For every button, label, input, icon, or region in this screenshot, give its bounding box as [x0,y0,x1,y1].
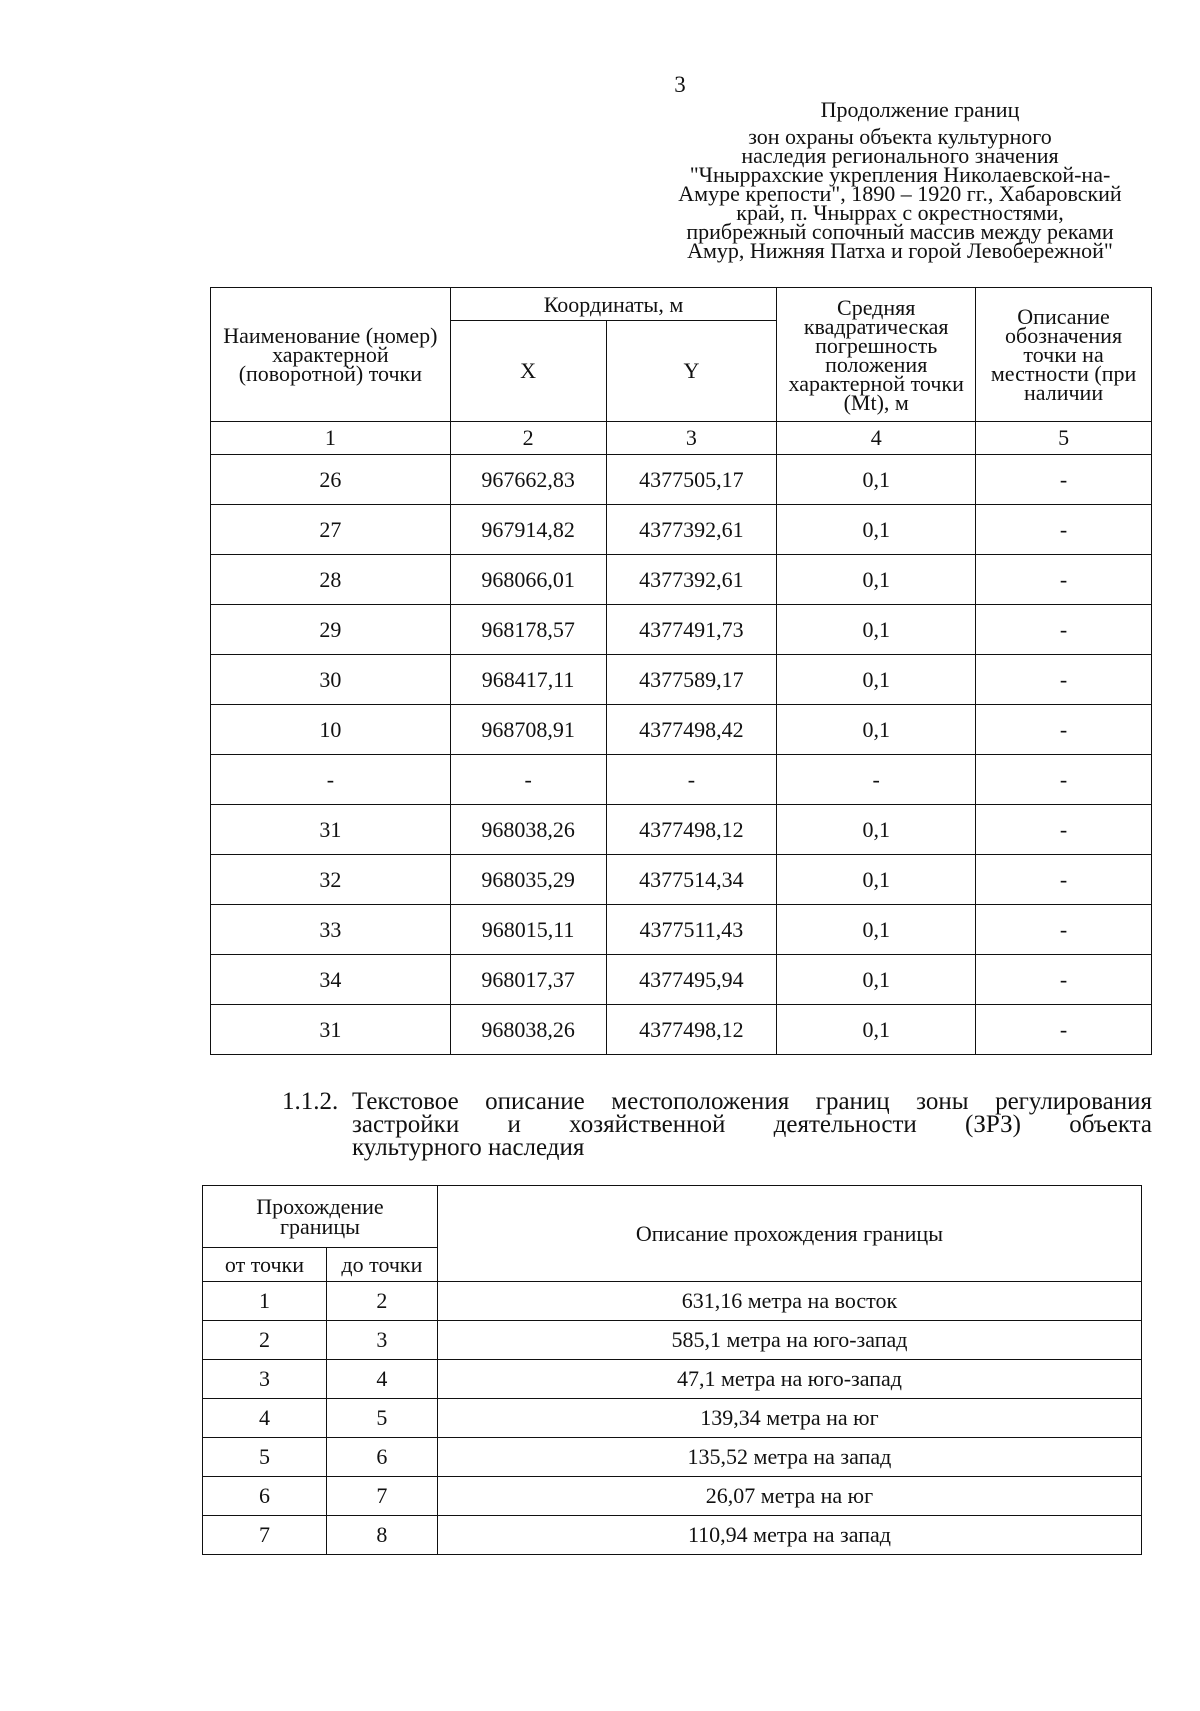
cell-x: 968178,57 [450,605,606,655]
header-x: X [450,321,606,422]
cell-point: 29 [211,605,451,655]
header-line: прибрежный сопочный массив между реками [686,219,1114,244]
cell-mt: 0,1 [777,805,976,855]
header-line: край, п. Чныррах с окрестностями, [736,200,1064,225]
cell-to: 5 [326,1399,437,1438]
column-number: 4 [777,422,976,455]
coordinates-table [210,287,1152,1055]
cell-y: 4377498,12 [606,805,777,855]
cell-point: 10 [211,705,451,755]
cell-y: 4377491,73 [606,605,777,655]
table-row [211,705,1152,755]
table-row [211,855,1152,905]
cell-description: - [976,705,1152,755]
cell-from: 4 [203,1399,327,1438]
cell-description: - [976,805,1152,855]
section-title-line: застройки и хозяйственной деятельности (ЗРЗ) объекта [352,1111,1152,1138]
cell-mt: 0,1 [777,505,976,555]
cell-point: 28 [211,555,451,605]
document-header [640,97,1160,263]
cell-from: 3 [203,1360,327,1399]
cell-passage: 26,07 метра на юг [437,1477,1141,1516]
header-line: наследия регионального значения [741,143,1059,168]
table-row [203,1438,1142,1477]
cell-mt: 0,1 [777,455,976,505]
header-line: Амур, Нижняя Патха и горой Левобережной" [687,238,1113,263]
cell-from: 6 [203,1477,327,1516]
cell-to: 3 [326,1321,437,1360]
cell-point: - [211,755,451,805]
cell-x: - [450,755,606,805]
cell-mt: 0,1 [777,905,976,955]
header-to-point: до точки [326,1248,437,1282]
cell-y: 4377589,17 [606,655,777,705]
header-passage-description: Описание прохождения границы [437,1186,1141,1282]
header-point-name: Наименование (номер) характерной (поворотной) точки [211,288,451,422]
cell-from: 7 [203,1516,327,1555]
cell-y: 4377495,94 [606,955,777,1005]
cell-passage: 47,1 метра на юго-запад [437,1360,1141,1399]
table-row [203,1516,1142,1555]
cell-to: 8 [326,1516,437,1555]
table-row [211,455,1152,505]
cell-description: - [976,455,1152,505]
cell-x: 967662,83 [450,455,606,505]
cell-from: 1 [203,1282,327,1321]
cell-passage: 631,16 метра на восток [437,1282,1141,1321]
table-row [211,805,1152,855]
cell-description: - [976,905,1152,955]
cell-to: 6 [326,1438,437,1477]
table-row [203,1477,1142,1516]
cell-passage: 135,52 метра на запад [437,1438,1141,1477]
cell-point: 30 [211,655,451,705]
header-point-description: Описание обозначения точки на местности (при наличии [976,288,1152,422]
cell-point: 32 [211,855,451,905]
cell-from: 5 [203,1438,327,1477]
header-title: Продолжение границ [820,97,1020,122]
header-passage: Прохождение границы [203,1186,438,1248]
cell-description: - [976,855,1152,905]
cell-x: 968035,29 [450,855,606,905]
table-row [211,905,1152,955]
cell-mt: - [777,755,976,805]
table-row [203,1399,1142,1438]
cell-description: - [976,1005,1152,1055]
section-number: 1.1.2. [282,1088,339,1115]
cell-y: 4377514,34 [606,855,777,905]
cell-y: 4377498,12 [606,1005,777,1055]
cell-x: 968015,11 [450,905,606,955]
table-row [203,1321,1142,1360]
cell-to: 2 [326,1282,437,1321]
section-heading [282,1090,1152,1159]
table-row [211,955,1152,1005]
header-line: зон охраны объекта культурного [748,124,1052,149]
cell-mt: 0,1 [777,555,976,605]
cell-mt: 0,1 [777,705,976,755]
cell-y: 4377498,42 [606,705,777,755]
column-number: 1 [211,422,451,455]
cell-x: 968038,26 [450,805,606,855]
cell-description: - [976,605,1152,655]
table-row [211,655,1152,705]
cell-x: 968417,11 [450,655,606,705]
cell-y: 4377392,61 [606,505,777,555]
cell-to: 4 [326,1360,437,1399]
cell-x: 968708,91 [450,705,606,755]
cell-to: 7 [326,1477,437,1516]
cell-x: 968017,37 [450,955,606,1005]
cell-y: 4377392,61 [606,555,777,605]
column-number: 2 [450,422,606,455]
header-mean-error: Средняя квадратическая погрешность положения характерной точки (Mt), м [777,288,976,422]
table-row [203,1360,1142,1399]
cell-point: 26 [211,455,451,505]
cell-y: - [606,755,777,805]
cell-passage: 585,1 метра на юго-запад [437,1321,1141,1360]
table-row [211,755,1152,805]
cell-passage: 139,34 метра на юг [437,1399,1141,1438]
cell-point: 34 [211,955,451,1005]
table-row [203,1282,1142,1321]
cell-x: 968038,26 [450,1005,606,1055]
cell-point: 31 [211,1005,451,1055]
header-coordinates: Координаты, м [450,288,777,321]
cell-point: 27 [211,505,451,555]
boundary-description-table [202,1185,1142,1555]
cell-mt: 0,1 [777,1005,976,1055]
table-row [211,505,1152,555]
header-y: Y [606,321,777,422]
cell-passage: 110,94 метра на запад [437,1516,1141,1555]
header-from-point: от точки [203,1248,327,1282]
page-number: 3 [674,72,686,97]
cell-description: - [976,505,1152,555]
cell-description: - [976,955,1152,1005]
cell-point: 31 [211,805,451,855]
cell-mt: 0,1 [777,605,976,655]
cell-mt: 0,1 [777,655,976,705]
column-number: 5 [976,422,1152,455]
cell-mt: 0,1 [777,955,976,1005]
section-title-line: культурного наследия [352,1134,585,1161]
cell-x: 968066,01 [450,555,606,605]
header-line: Амуре крепости", 1890 – 1920 гг., Хабаровский [678,181,1122,206]
cell-description: - [976,755,1152,805]
cell-y: 4377511,43 [606,905,777,955]
cell-point: 33 [211,905,451,955]
cell-mt: 0,1 [777,855,976,905]
cell-y: 4377505,17 [606,455,777,505]
cell-description: - [976,655,1152,705]
table-row [211,555,1152,605]
section-title-line: Текстовое описание местоположения границ зоны регулирования [352,1088,1152,1115]
table-row [211,605,1152,655]
cell-description: - [976,555,1152,605]
header-line: "Чныррахские укрепления Николаевской-на- [689,162,1111,187]
cell-from: 2 [203,1321,327,1360]
table-row [211,1005,1152,1055]
column-number: 3 [606,422,777,455]
cell-x: 967914,82 [450,505,606,555]
